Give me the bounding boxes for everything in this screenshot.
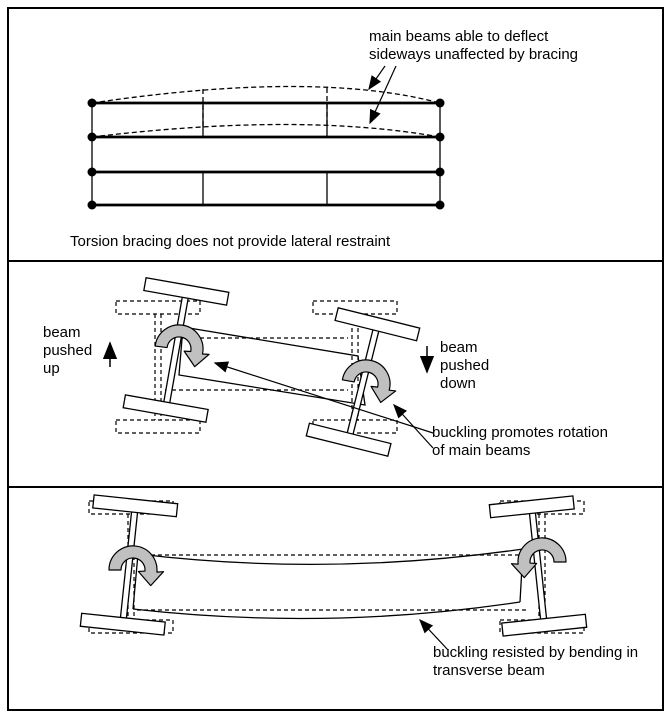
transverse-beam-bent bbox=[133, 549, 523, 618]
rotation-arrow-clockwise-icon bbox=[153, 320, 214, 369]
label-line: beam bbox=[440, 339, 478, 356]
label-line: down bbox=[440, 375, 476, 392]
annotation-deflect bbox=[369, 28, 578, 64]
left-beam-rotated bbox=[80, 495, 177, 635]
panel-caption bbox=[70, 233, 390, 251]
annotation-buckling-resisted bbox=[433, 644, 638, 680]
label-beam-pushed-up bbox=[43, 324, 92, 378]
rotation-arrow-clockwise-icon bbox=[339, 355, 402, 406]
panel-borders bbox=[8, 8, 663, 710]
bracing-lines bbox=[92, 103, 440, 205]
main-beams bbox=[92, 103, 440, 205]
deflected-beam-dashed-curves bbox=[92, 87, 440, 138]
label-line: up bbox=[43, 360, 60, 377]
right-beam-rotated bbox=[489, 496, 586, 636]
annotation-line: of main beams bbox=[432, 442, 531, 459]
transverse-brace-rotated bbox=[179, 327, 365, 405]
transverse-beam-original-dashed bbox=[137, 555, 527, 610]
annotation-deflect-line1: main beams able to deflect bbox=[369, 28, 549, 45]
panel-caption-text: Torsion bracing does not provide lateral restraint bbox=[70, 233, 391, 250]
right-beam-rotated bbox=[306, 308, 419, 456]
leader-arrow-icon bbox=[369, 66, 396, 123]
annotation-line: buckling resisted by bending in bbox=[433, 644, 639, 661]
annotation-line: buckling promotes rotation bbox=[432, 424, 608, 441]
label-beam-pushed-down bbox=[440, 339, 489, 393]
annotation-deflect-line2: sideways unaffected by bracing bbox=[369, 46, 579, 63]
panel-torsion-plan bbox=[88, 66, 445, 210]
annotation-line: transverse beam bbox=[433, 662, 545, 679]
label-line: beam bbox=[43, 324, 81, 341]
panel-bending-diagram bbox=[80, 495, 586, 650]
annotation-buckling-rotation bbox=[432, 424, 608, 460]
label-line: pushed bbox=[440, 357, 490, 374]
label-line: pushed bbox=[43, 342, 93, 359]
panel-rotation-diagram bbox=[110, 278, 433, 456]
left-beam-rotated bbox=[123, 278, 229, 423]
support-dots bbox=[88, 99, 445, 210]
